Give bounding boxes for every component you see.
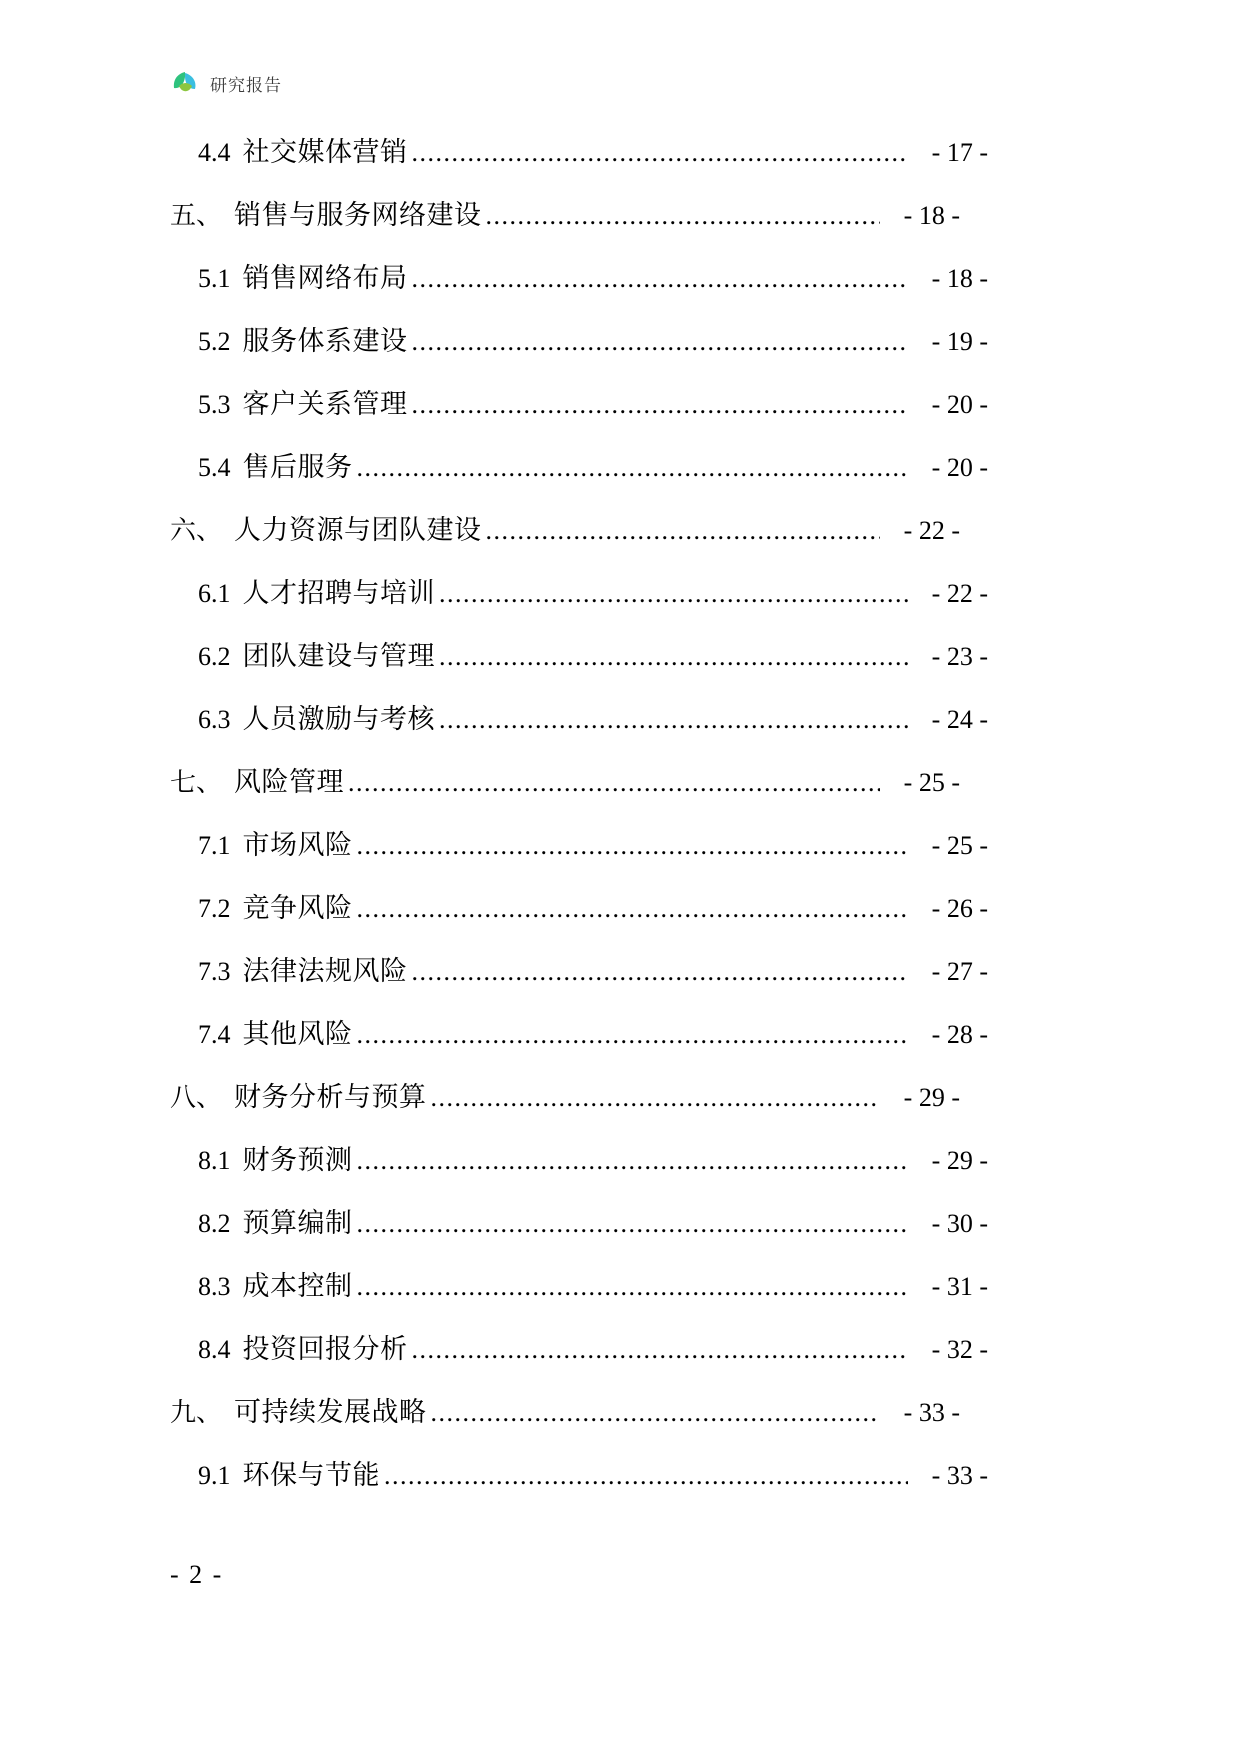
leaf-logo-icon <box>170 68 200 98</box>
toc-entry-number: 六、 <box>170 516 223 545</box>
toc-entry[interactable] <box>170 1327 988 1366</box>
toc-entry[interactable] <box>170 319 988 358</box>
toc-entry-page: - 28 - <box>931 1020 988 1049</box>
toc-entry-label: 社交媒体营销 <box>242 137 408 167</box>
toc-entry-page: - 17 - <box>931 138 988 167</box>
toc-entry-number: 6.1 <box>198 579 231 608</box>
toc-entry-label: 客户关系管理 <box>242 389 408 419</box>
toc-entry-number: 五、 <box>170 201 223 230</box>
toc-entry[interactable] <box>170 886 988 925</box>
toc-entry[interactable] <box>170 1138 988 1177</box>
toc-entry-label: 服务体系建设 <box>242 326 408 356</box>
toc-entry-page: - 29 - <box>931 1146 988 1175</box>
toc-entry-page: - 32 - <box>931 1335 988 1364</box>
toc-entry[interactable] <box>170 1390 960 1429</box>
toc-entry[interactable] <box>170 1201 988 1240</box>
toc-entry-label: 环保与节能 <box>242 1460 380 1490</box>
toc-entry-number: 6.3 <box>198 705 231 734</box>
toc-leader-dots <box>348 773 880 793</box>
toc-entry[interactable] <box>170 1012 988 1051</box>
toc-entry-page: - 25 - <box>931 831 988 860</box>
toc-entry-label: 财务分析与预算 <box>234 1082 427 1112</box>
toc-entry[interactable] <box>170 193 960 232</box>
toc-leader-dots <box>439 584 908 604</box>
toc-entry-page: - 30 - <box>931 1209 988 1238</box>
toc-entry-number: 8.2 <box>198 1209 231 1238</box>
table-of-contents <box>170 130 988 1516</box>
toc-entry-page: - 33 - <box>931 1461 988 1490</box>
toc-entry-page: - 29 - <box>903 1083 960 1112</box>
toc-entry-number: 5.4 <box>198 453 231 482</box>
toc-leader-dots <box>431 1403 880 1423</box>
toc-entry[interactable] <box>170 508 960 547</box>
toc-leader-dots <box>357 899 909 919</box>
toc-entry[interactable] <box>170 823 988 862</box>
toc-entry-number: 7.1 <box>198 831 231 860</box>
toc-leader-dots <box>357 1277 909 1297</box>
toc-entry-label: 人员激励与考核 <box>242 704 435 734</box>
toc-entry[interactable] <box>170 634 988 673</box>
toc-leader-dots <box>357 1214 909 1234</box>
toc-entry-number: 4.4 <box>198 138 231 167</box>
toc-entry-page: - 18 - <box>903 201 960 230</box>
toc-entry[interactable] <box>170 130 988 169</box>
toc-entry[interactable] <box>170 1075 960 1114</box>
toc-entry-page: - 26 - <box>931 894 988 923</box>
toc-entry-number: 九、 <box>170 1398 223 1427</box>
toc-entry-label: 售后服务 <box>242 452 353 482</box>
toc-entry-label: 销售网络布局 <box>242 263 408 293</box>
toc-leader-dots <box>439 647 908 667</box>
toc-entry-label: 人力资源与团队建设 <box>234 515 482 545</box>
toc-leader-dots <box>486 521 880 541</box>
toc-entry[interactable] <box>170 949 988 988</box>
toc-entry-page: - 31 - <box>931 1272 988 1301</box>
toc-entry-label: 其他风险 <box>242 1019 353 1049</box>
toc-leader-dots <box>357 1151 909 1171</box>
toc-entry-page: - 24 - <box>931 705 988 734</box>
toc-entry-page: - 22 - <box>903 516 960 545</box>
toc-entry-label: 竞争风险 <box>242 893 353 923</box>
toc-entry[interactable] <box>170 445 988 484</box>
toc-entry-label: 市场风险 <box>242 830 353 860</box>
toc-entry-number: 八、 <box>170 1083 223 1112</box>
toc-entry-page: - 25 - <box>903 768 960 797</box>
toc-entry-number: 7.2 <box>198 894 231 923</box>
toc-entry-number: 七、 <box>170 768 223 797</box>
toc-entry-label: 投资回报分析 <box>242 1334 408 1364</box>
toc-entry-number: 7.3 <box>198 957 231 986</box>
toc-entry[interactable] <box>170 1264 988 1303</box>
toc-entry-label: 法律法规风险 <box>242 956 408 986</box>
toc-entry-page: - 23 - <box>931 642 988 671</box>
toc-entry-label: 人才招聘与培训 <box>242 578 435 608</box>
toc-entry-label: 可持续发展战略 <box>234 1397 427 1427</box>
toc-leader-dots <box>439 710 908 730</box>
toc-entry-number: 8.3 <box>198 1272 231 1301</box>
toc-entry-page: - 20 - <box>931 390 988 419</box>
toc-leader-dots <box>412 962 909 982</box>
toc-leader-dots <box>412 395 909 415</box>
toc-entry[interactable] <box>170 382 988 421</box>
toc-leader-dots <box>357 458 909 478</box>
toc-entry-number: 5.3 <box>198 390 231 419</box>
toc-entry-page: - 22 - <box>931 579 988 608</box>
toc-leader-dots <box>412 143 909 163</box>
toc-leader-dots <box>431 1088 880 1108</box>
toc-entry-label: 销售与服务网络建设 <box>234 200 482 230</box>
toc-entry-number: 8.1 <box>198 1146 231 1175</box>
toc-entry-page: - 20 - <box>931 453 988 482</box>
toc-entry-page: - 33 - <box>903 1398 960 1427</box>
toc-entry-label: 成本控制 <box>242 1271 353 1301</box>
toc-entry-number: 8.4 <box>198 1335 231 1364</box>
toc-entry[interactable] <box>170 1453 988 1492</box>
toc-entry-label: 预算编制 <box>242 1208 353 1238</box>
toc-entry-number: 7.4 <box>198 1020 231 1049</box>
toc-entry[interactable] <box>170 256 988 295</box>
toc-entry-number: 5.2 <box>198 327 231 356</box>
toc-entry-page: - 27 - <box>931 957 988 986</box>
toc-entry-page: - 18 - <box>931 264 988 293</box>
toc-entry-number: 9.1 <box>198 1461 231 1490</box>
toc-leader-dots <box>357 836 909 856</box>
toc-entry-label: 团队建设与管理 <box>242 641 435 671</box>
toc-entry-label: 风险管理 <box>234 767 345 797</box>
toc-entry[interactable] <box>170 760 960 799</box>
toc-leader-dots <box>357 1025 909 1045</box>
toc-leader-dots <box>412 1340 909 1360</box>
page-number: - 2 - <box>170 1560 224 1589</box>
toc-leader-dots <box>486 206 880 226</box>
toc-entry-number: 5.1 <box>198 264 231 293</box>
document-header <box>170 68 282 98</box>
toc-entry-number: 6.2 <box>198 642 231 671</box>
toc-leader-dots <box>412 269 909 289</box>
header-title: 研究报告 <box>210 75 282 95</box>
toc-entry[interactable] <box>170 697 988 736</box>
toc-entry-label: 财务预测 <box>242 1145 353 1175</box>
toc-leader-dots <box>384 1466 908 1486</box>
toc-entry[interactable] <box>170 571 988 610</box>
toc-entry-page: - 19 - <box>931 327 988 356</box>
toc-leader-dots <box>412 332 909 352</box>
